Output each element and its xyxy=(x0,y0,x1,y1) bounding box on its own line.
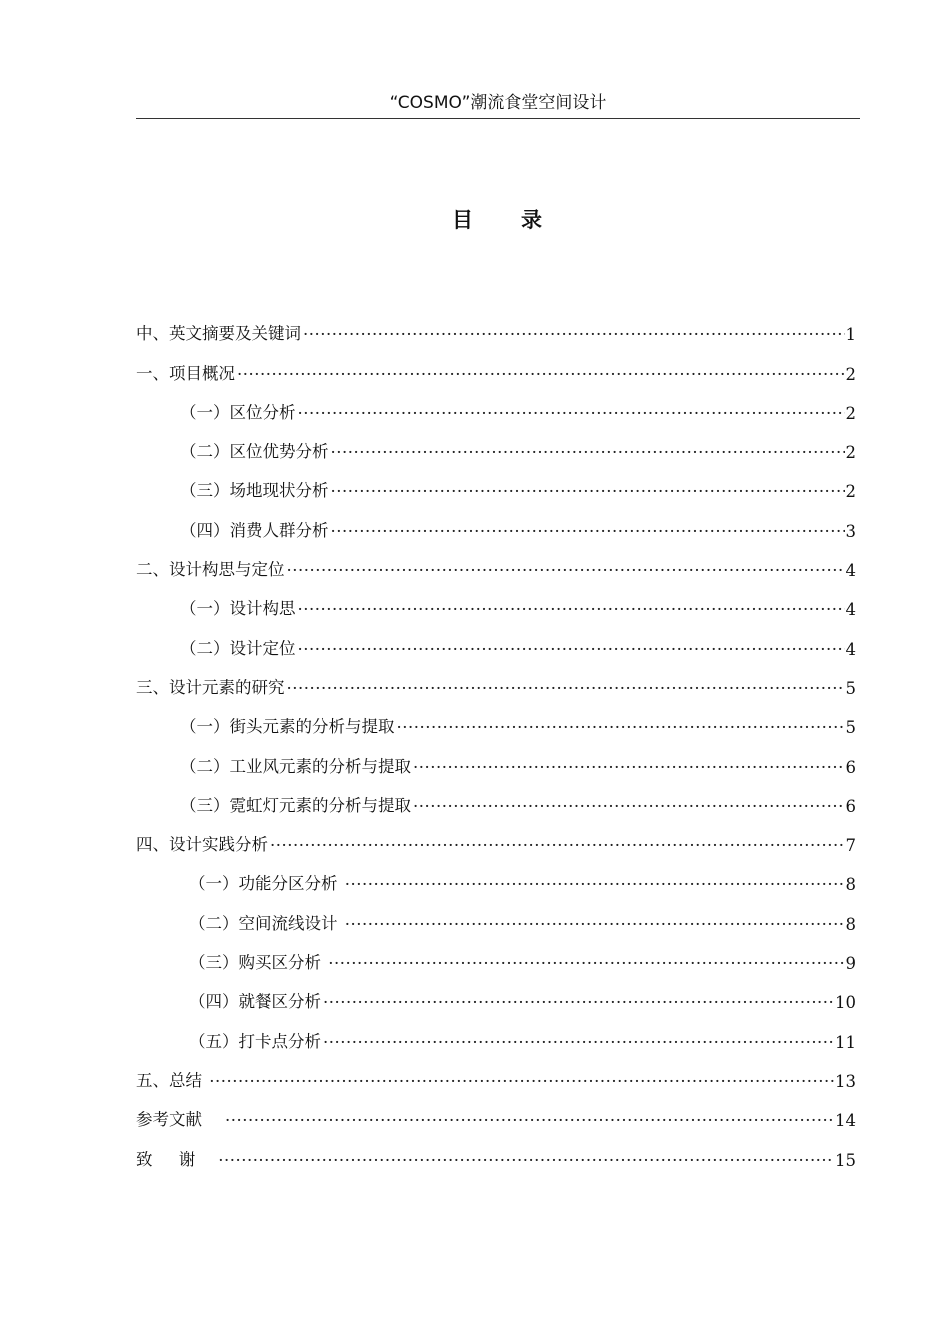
toc-entry-page: 6 xyxy=(845,796,856,816)
toc-entry-page: 6 xyxy=(845,757,856,777)
dot-leader xyxy=(413,797,845,816)
toc-entry[interactable] xyxy=(136,855,856,894)
toc-entry[interactable] xyxy=(136,501,856,540)
dot-leader xyxy=(209,1072,834,1091)
toc-entry-label: （一）区位分析 xyxy=(180,402,296,422)
toc-entry-page: 15 xyxy=(835,1150,856,1170)
toc-entry-page: 2 xyxy=(845,482,856,502)
toc-entry-label: 一、项目概况 xyxy=(136,363,235,383)
toc-title xyxy=(0,204,950,234)
toc-entry-label: 二、设计构思与定位 xyxy=(136,560,285,580)
running-header: “COSMO”潮流食堂空间设计 xyxy=(389,93,607,113)
toc-entry-label: （二）设计定位 xyxy=(180,638,296,658)
toc-entry[interactable] xyxy=(136,1012,856,1051)
dot-leader xyxy=(345,875,845,894)
toc-entry[interactable] xyxy=(136,973,856,1012)
toc-entry-label: （三）购买区分析 xyxy=(189,953,327,973)
toc-entry-page: 2 xyxy=(845,403,856,423)
toc-entry[interactable] xyxy=(136,777,856,816)
toc-entry-label: （四）消费人群分析 xyxy=(180,520,329,540)
toc-entry[interactable] xyxy=(136,541,856,580)
dot-leader xyxy=(237,365,845,384)
toc-entry-page: 10 xyxy=(835,993,856,1013)
toc-entry[interactable] xyxy=(136,816,856,855)
toc-entry[interactable] xyxy=(136,934,856,973)
toc-entry-label: 致 谢 xyxy=(136,1149,217,1169)
toc-entry-page: 14 xyxy=(835,1111,856,1131)
toc-entry-label: （五）打卡点分析 xyxy=(189,1031,321,1051)
toc-entry-page: 1 xyxy=(845,325,856,345)
toc-entry-label: （三）霓虹灯元素的分析与提取 xyxy=(180,795,411,815)
toc-entry-label: 三、设计元素的研究 xyxy=(136,677,285,697)
dot-leader xyxy=(270,836,845,855)
toc-entry-page: 9 xyxy=(845,954,856,974)
toc-entry[interactable] xyxy=(136,462,856,501)
dot-leader xyxy=(345,915,845,934)
dot-leader xyxy=(225,1111,834,1130)
dot-leader xyxy=(397,718,845,737)
toc-entry[interactable] xyxy=(136,894,856,933)
toc-title-left: 目 xyxy=(452,208,475,232)
dot-leader xyxy=(331,522,845,541)
dot-leader xyxy=(328,954,844,973)
dot-leader xyxy=(331,443,845,462)
toc-entry[interactable] xyxy=(136,384,856,423)
toc-entry[interactable] xyxy=(136,698,856,737)
toc-entry[interactable] xyxy=(136,1091,856,1130)
dot-leader xyxy=(287,679,845,698)
toc-entry[interactable] xyxy=(136,344,856,383)
toc-entry-page: 5 xyxy=(845,678,856,698)
table-of-contents xyxy=(136,305,856,1170)
dot-leader xyxy=(287,561,845,580)
header-rule xyxy=(136,118,860,119)
toc-entry-label: （四）就餐区分析 xyxy=(189,992,321,1012)
toc-entry-page: 4 xyxy=(845,639,856,659)
toc-entry-label: （二）工业风元素的分析与提取 xyxy=(180,756,411,776)
toc-entry[interactable] xyxy=(136,423,856,462)
toc-entry-page: 5 xyxy=(845,718,856,738)
toc-entry-page: 4 xyxy=(845,600,856,620)
toc-entry[interactable] xyxy=(136,619,856,658)
dot-leader xyxy=(298,600,845,619)
toc-title-right: 录 xyxy=(521,208,544,232)
dot-leader xyxy=(331,482,845,501)
toc-entry[interactable] xyxy=(136,305,856,344)
toc-entry-label: 五、总结 xyxy=(136,1070,208,1090)
toc-entry-label: （二）区位优势分析 xyxy=(180,442,329,462)
toc-entry-label: 中、英文摘要及关键词 xyxy=(136,324,301,344)
toc-entry-page: 7 xyxy=(845,836,856,856)
toc-entry[interactable] xyxy=(136,580,856,619)
toc-entry-page: 4 xyxy=(845,561,856,581)
toc-entry-label: 四、设计实践分析 xyxy=(136,835,268,855)
toc-entry-label: （一）功能分区分析 xyxy=(189,874,343,894)
toc-entry-label: （二）空间流线设计 xyxy=(189,913,343,933)
toc-entry[interactable] xyxy=(136,659,856,698)
dot-leader xyxy=(303,325,845,344)
toc-entry-page: 3 xyxy=(845,521,856,541)
toc-entry[interactable] xyxy=(136,737,856,776)
toc-entry[interactable] xyxy=(136,1052,856,1091)
toc-entry-label: （一）街头元素的分析与提取 xyxy=(180,717,395,737)
dot-leader xyxy=(413,758,845,777)
toc-entry-page: 8 xyxy=(845,914,856,934)
toc-entry-page: 11 xyxy=(835,1032,856,1052)
toc-entry-page: 13 xyxy=(835,1071,856,1091)
toc-entry-page: 2 xyxy=(845,443,856,463)
toc-entry[interactable] xyxy=(136,1130,856,1169)
toc-entry-page: 2 xyxy=(845,364,856,384)
toc-entry-label: （三）场地现状分析 xyxy=(180,481,329,501)
dot-leader xyxy=(323,1033,834,1052)
toc-entry-page: 8 xyxy=(845,875,856,895)
toc-entry-label: 参考文献 xyxy=(136,1110,223,1130)
toc-entry-label: （一）设计构思 xyxy=(180,599,296,619)
dot-leader xyxy=(298,404,845,423)
dot-leader xyxy=(218,1151,834,1170)
dot-leader xyxy=(298,640,845,659)
dot-leader xyxy=(323,993,834,1012)
